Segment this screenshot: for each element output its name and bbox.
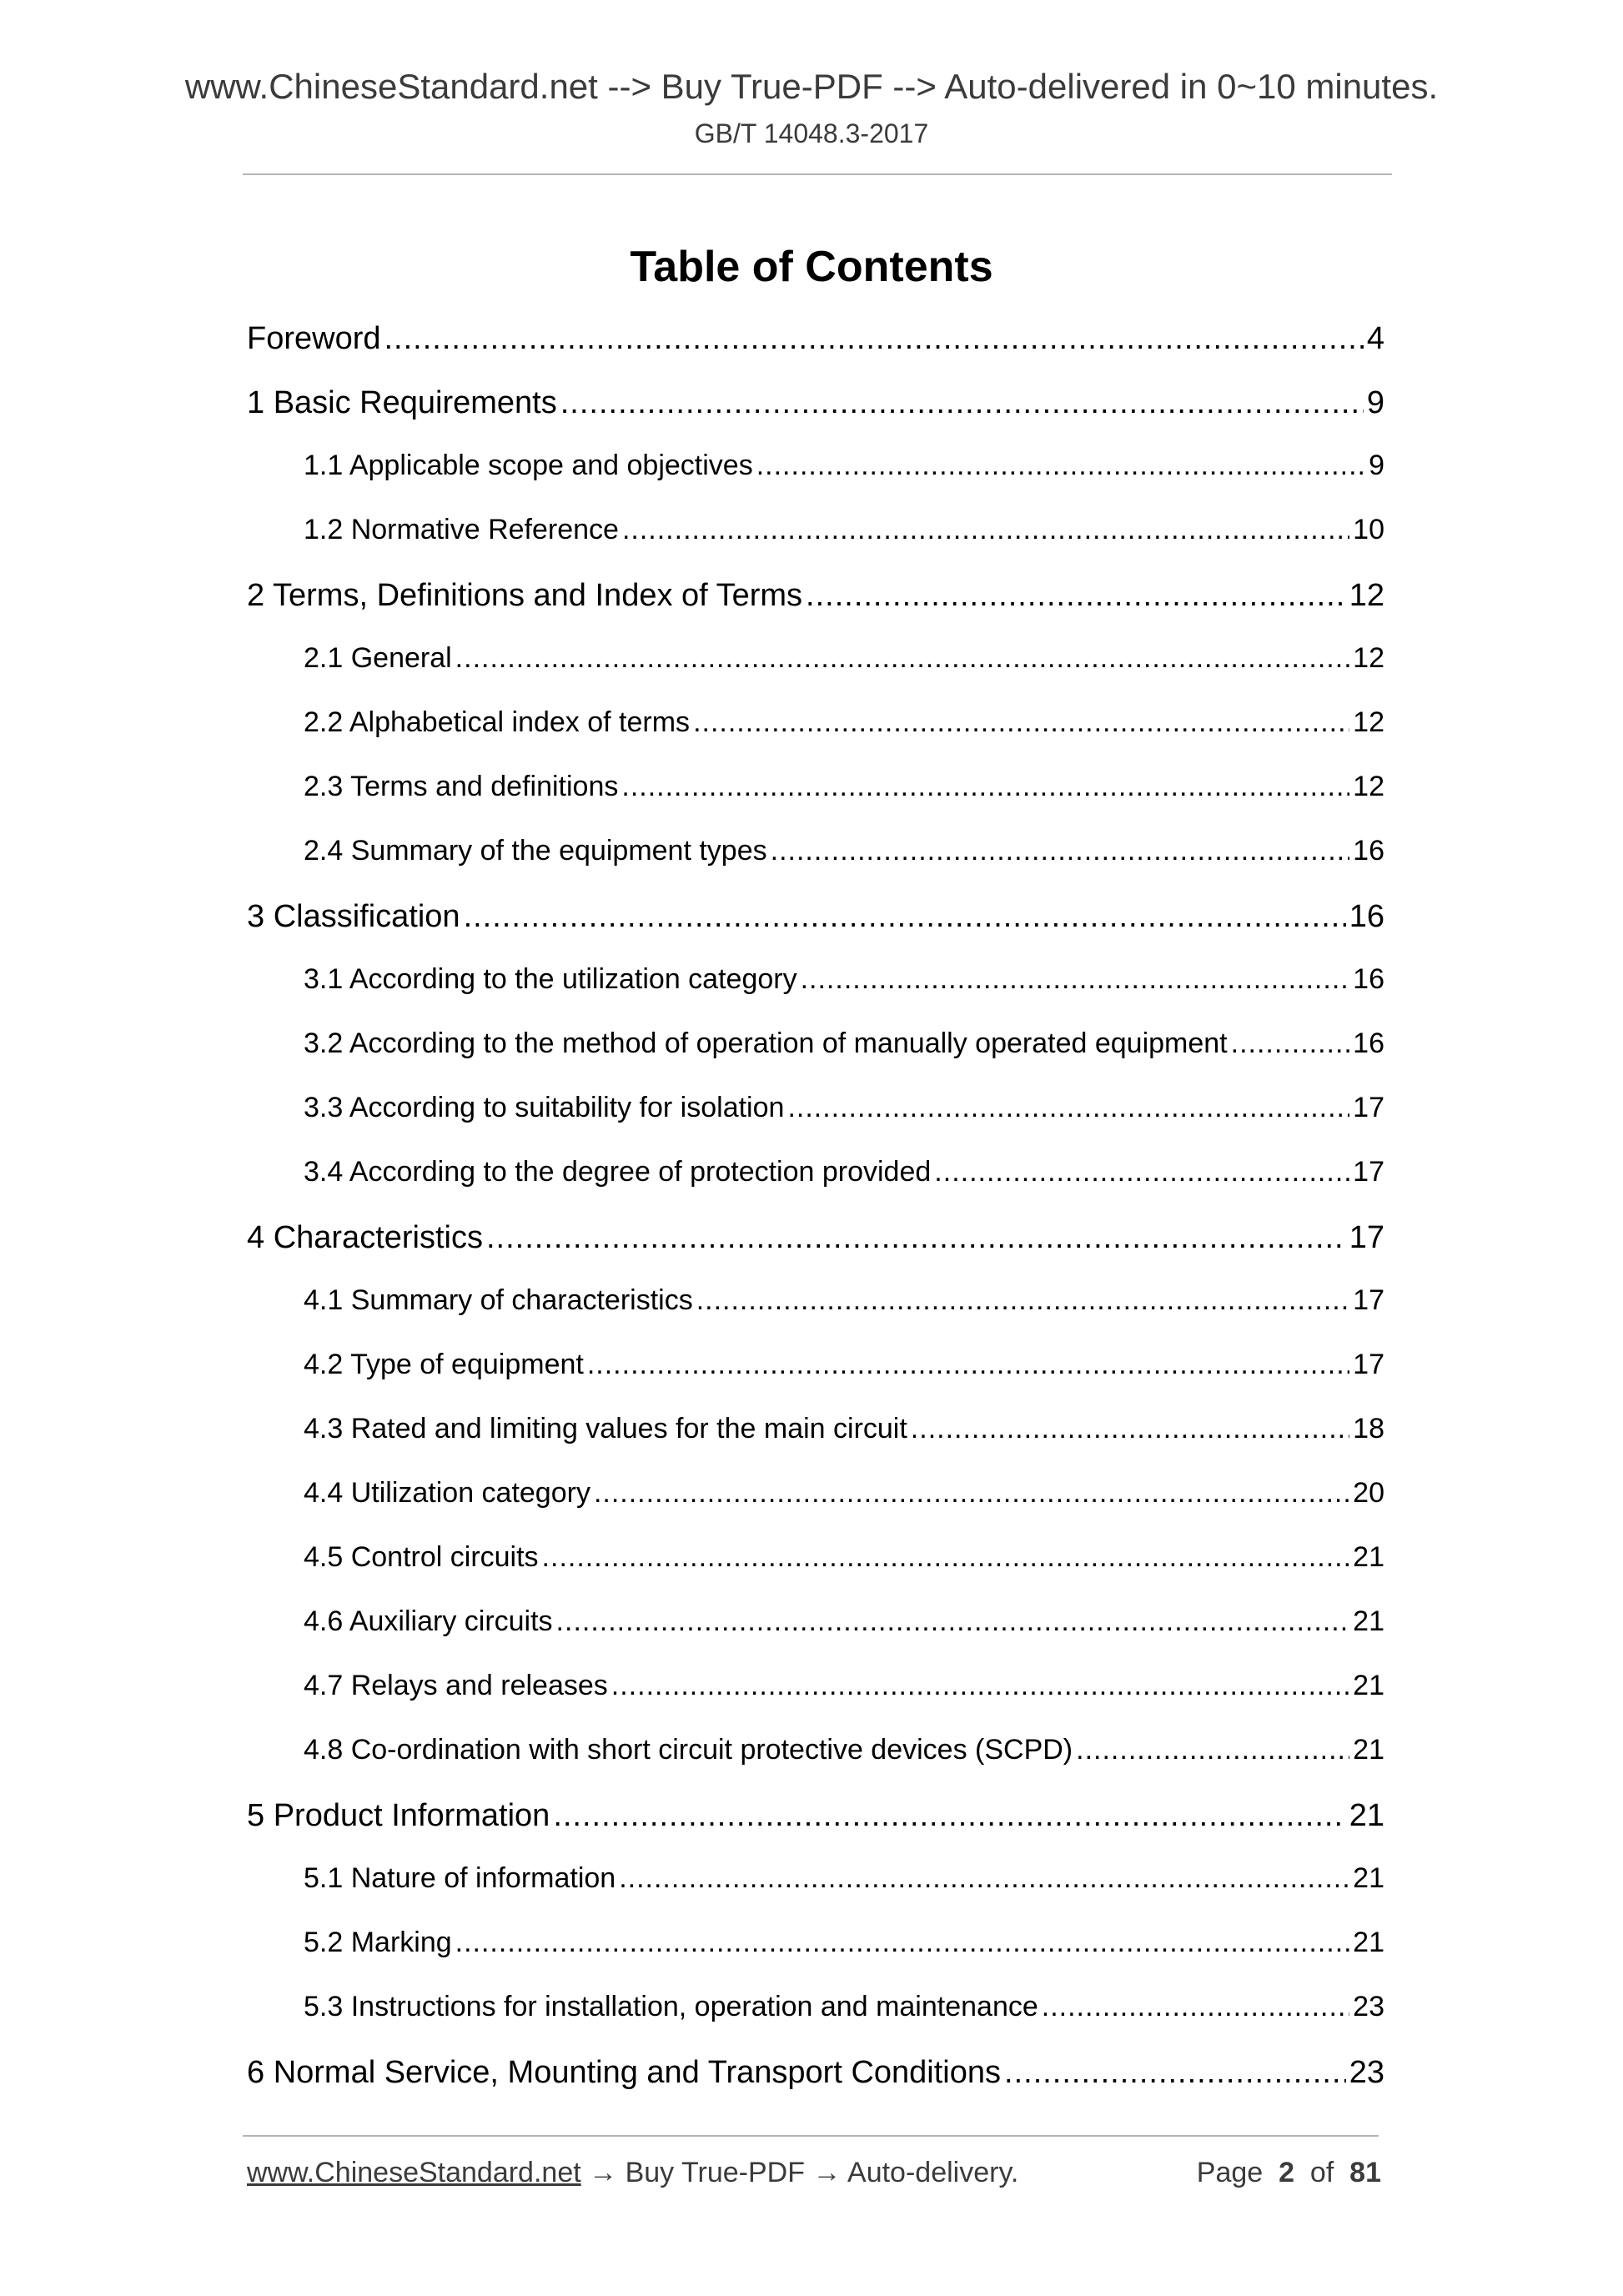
- toc-entry-title: 4.5 Control circuits: [304, 1541, 539, 1573]
- toc-entry-title: 2.2 Alphabetical index of terms: [304, 706, 691, 738]
- toc-dot-leader: [594, 1477, 1349, 1510]
- page-current: 2: [1279, 2157, 1294, 2188]
- footer-site-link[interactable]: www.ChineseStandard.net: [247, 2157, 581, 2188]
- toc-entry-title: 6 Normal Service, Mounting and Transport Conditions: [247, 2055, 1002, 2090]
- toc-entry-title: 3.2 According to the method of operation of manually operated equipment: [304, 1027, 1228, 1059]
- toc-entry-title: 5.1 Nature of information: [304, 1862, 616, 1894]
- toc-entry-title: 4 Characteristics: [247, 1220, 483, 1255]
- toc-subsection-entry[interactable]: [247, 514, 1384, 578]
- toc-dot-leader: [911, 1413, 1349, 1445]
- toc-entry-page: 23: [1353, 1991, 1384, 2022]
- toc-subsection-entry[interactable]: [247, 835, 1384, 899]
- footer-delivery-text: Auto-delivery.: [847, 2157, 1019, 2188]
- toc-entry-page: 21: [1353, 1927, 1384, 1958]
- toc-entry-title: 1.1 Applicable scope and objectives: [304, 450, 753, 481]
- toc-entry-page: 12: [1353, 642, 1384, 674]
- toc-dot-leader: [756, 450, 1365, 482]
- toc-dot-leader: [542, 1541, 1350, 1574]
- toc-entry-page: 17: [1353, 1284, 1384, 1316]
- toc-entry-page: 17: [1349, 1220, 1384, 1255]
- toc-dot-leader: [384, 321, 1364, 357]
- toc-dot-leader: [693, 706, 1349, 739]
- toc-entry-page: 9: [1369, 450, 1384, 481]
- toc-dot-leader: [1231, 1027, 1350, 1060]
- toc-section-entry[interactable]: [247, 578, 1384, 642]
- toc-subsection-entry[interactable]: [247, 1927, 1384, 1991]
- toc-entry-title: 4.4 Utilization category: [304, 1477, 590, 1509]
- page-label: Page: [1196, 2157, 1264, 2188]
- toc-dot-leader: [553, 1798, 1345, 1834]
- toc-dot-leader: [771, 835, 1350, 867]
- toc-entry-page: 16: [1353, 835, 1384, 867]
- toc-dot-leader: [455, 642, 1350, 675]
- toc-entry-page: 16: [1349, 899, 1384, 934]
- toc-dot-leader: [1004, 2055, 1346, 2091]
- toc-entry-title: 3.4 According to the degree of protection provided: [304, 1156, 932, 1188]
- toc-entry-title: 4.6 Auxiliary circuits: [304, 1605, 553, 1637]
- toc-entry-title: 5.3 Instructions for installation, operation and maintenance: [304, 1991, 1038, 2022]
- toc-section-entry[interactable]: [247, 1798, 1384, 1862]
- toc-entry-page: 18: [1353, 1413, 1384, 1444]
- toc-entry-page: 21: [1353, 1734, 1384, 1766]
- toc-entry-title: 2.1 General: [304, 642, 452, 674]
- toc-entry-page: 20: [1353, 1477, 1384, 1509]
- page-total: 81: [1349, 2157, 1381, 2188]
- toc-subsection-entry[interactable]: [247, 1413, 1384, 1477]
- footer: [247, 2157, 1381, 2189]
- toc-subsection-entry[interactable]: [247, 450, 1384, 514]
- toc-title: Table of Contents: [630, 243, 993, 291]
- toc-dot-leader: [934, 1156, 1349, 1188]
- toc-entry-page: 21: [1353, 1541, 1384, 1573]
- toc-section-entry[interactable]: [247, 1220, 1384, 1284]
- toc-dot-leader: [464, 899, 1346, 935]
- toc-dot-leader: [556, 1605, 1350, 1638]
- toc-section-entry[interactable]: [247, 321, 1384, 385]
- toc-entry-title: 4.8 Co-ordination with short circuit protective devices (SCPD): [304, 1734, 1073, 1766]
- toc-dot-leader: [611, 1670, 1349, 1702]
- toc-entry-title: 4.2 Type of equipment: [304, 1349, 584, 1380]
- toc-subsection-entry[interactable]: [247, 963, 1384, 1027]
- toc-entry-title: 4.7 Relays and releases: [304, 1670, 608, 1701]
- toc-dot-leader: [1042, 1991, 1349, 2023]
- arrow-icon: →: [812, 2157, 842, 2188]
- footer-buy-text: Buy True-PDF: [625, 2157, 805, 2188]
- toc-entry-title: 5 Product Information: [247, 1798, 550, 1833]
- toc-subsection-entry[interactable]: [247, 1027, 1384, 1092]
- toc-entry-title: 4.1 Summary of characteristics: [304, 1284, 693, 1316]
- toc-subsection-entry[interactable]: [247, 771, 1384, 835]
- toc-dot-leader: [560, 385, 1364, 421]
- toc-dot-leader: [486, 1220, 1346, 1256]
- toc-subsection-entry[interactable]: [247, 1734, 1384, 1798]
- footer-divider: [243, 2135, 1379, 2137]
- toc-entry-title: Foreword: [247, 321, 381, 356]
- toc-entry-title: 1 Basic Requirements: [247, 385, 557, 420]
- toc-entry-page: 12: [1349, 578, 1384, 613]
- toc-subsection-entry[interactable]: [247, 1605, 1384, 1670]
- toc-section-entry[interactable]: [247, 2055, 1384, 2119]
- toc-dot-leader: [587, 1349, 1349, 1381]
- toc-subsection-entry[interactable]: [247, 1541, 1384, 1605]
- toc-section-entry[interactable]: [247, 899, 1384, 963]
- header-banner[interactable]: www.ChineseStandard.net --> Buy True-PDF --> Auto-delivered in 0~10 minutes.: [184, 67, 1439, 106]
- toc-subsection-entry[interactable]: [247, 706, 1384, 771]
- toc-dot-leader: [696, 1284, 1349, 1317]
- toc-dot-leader: [455, 1927, 1350, 1959]
- toc-entry-title: 3 Classification: [247, 899, 460, 934]
- toc-entry-title: 1.2 Normative Reference: [304, 514, 619, 545]
- toc-entry-title: 2.3 Terms and definitions: [304, 771, 619, 802]
- toc-dot-leader: [787, 1092, 1349, 1124]
- toc-entry-page: 16: [1353, 963, 1384, 995]
- toc-subsection-entry[interactable]: [247, 1284, 1384, 1349]
- toc-subsection-entry[interactable]: [247, 1991, 1384, 2055]
- page-indicator: [1197, 2157, 1381, 2189]
- toc-subsection-entry[interactable]: [247, 1670, 1384, 1734]
- toc-entry-title: 2 Terms, Definitions and Index of Terms: [247, 578, 803, 613]
- toc-entry-page: 23: [1349, 2055, 1384, 2090]
- toc-entry-page: 21: [1349, 1798, 1384, 1833]
- header-divider: [243, 173, 1392, 175]
- arrow-icon: →: [589, 2157, 618, 2188]
- toc-subsection-entry[interactable]: [247, 1349, 1384, 1413]
- toc-entry-page: 12: [1353, 706, 1384, 738]
- toc-dot-leader: [621, 771, 1349, 803]
- toc-entry-title: 3.1 According to the utilization category: [304, 963, 797, 995]
- toc-entry-page: 21: [1353, 1670, 1384, 1701]
- toc-dot-leader: [622, 514, 1349, 546]
- toc-entry-page: 10: [1353, 514, 1384, 545]
- toc-entry-title: 3.3 According to suitability for isolation: [304, 1092, 785, 1123]
- toc-subsection-entry[interactable]: [247, 1156, 1384, 1220]
- toc-subsection-entry[interactable]: [247, 1092, 1384, 1156]
- toc-dot-leader: [806, 578, 1346, 614]
- toc-entry-title: 4.3 Rated and limiting values for the main circuit: [304, 1413, 907, 1444]
- toc-entry-page: 12: [1353, 771, 1384, 802]
- standard-number: GB/T 14048.3-2017: [694, 118, 929, 148]
- toc-subsection-entry[interactable]: [247, 642, 1384, 706]
- footer-left: [247, 2157, 1018, 2189]
- toc-subsection-entry[interactable]: [247, 1862, 1384, 1927]
- toc-entry-page: 17: [1353, 1156, 1384, 1188]
- toc-entry-page: 21: [1353, 1862, 1384, 1894]
- table-of-contents: [247, 321, 1384, 2119]
- toc-subsection-entry[interactable]: [247, 1477, 1384, 1541]
- toc-entry-page: 17: [1353, 1092, 1384, 1123]
- toc-entry-page: 9: [1366, 385, 1384, 420]
- toc-entry-title: 2.4 Summary of the equipment types: [304, 835, 767, 867]
- toc-entry-page: 17: [1353, 1349, 1384, 1380]
- toc-dot-leader: [1076, 1734, 1349, 1766]
- toc-dot-leader: [619, 1862, 1349, 1895]
- toc-entry-page: 21: [1353, 1605, 1384, 1637]
- toc-section-entry[interactable]: [247, 385, 1384, 450]
- page-of: of: [1309, 2157, 1334, 2188]
- toc-entry-page: 16: [1353, 1027, 1384, 1059]
- toc-entry-page: 4: [1366, 321, 1384, 356]
- toc-entry-title: 5.2 Marking: [304, 1927, 452, 1958]
- toc-dot-leader: [801, 963, 1350, 996]
